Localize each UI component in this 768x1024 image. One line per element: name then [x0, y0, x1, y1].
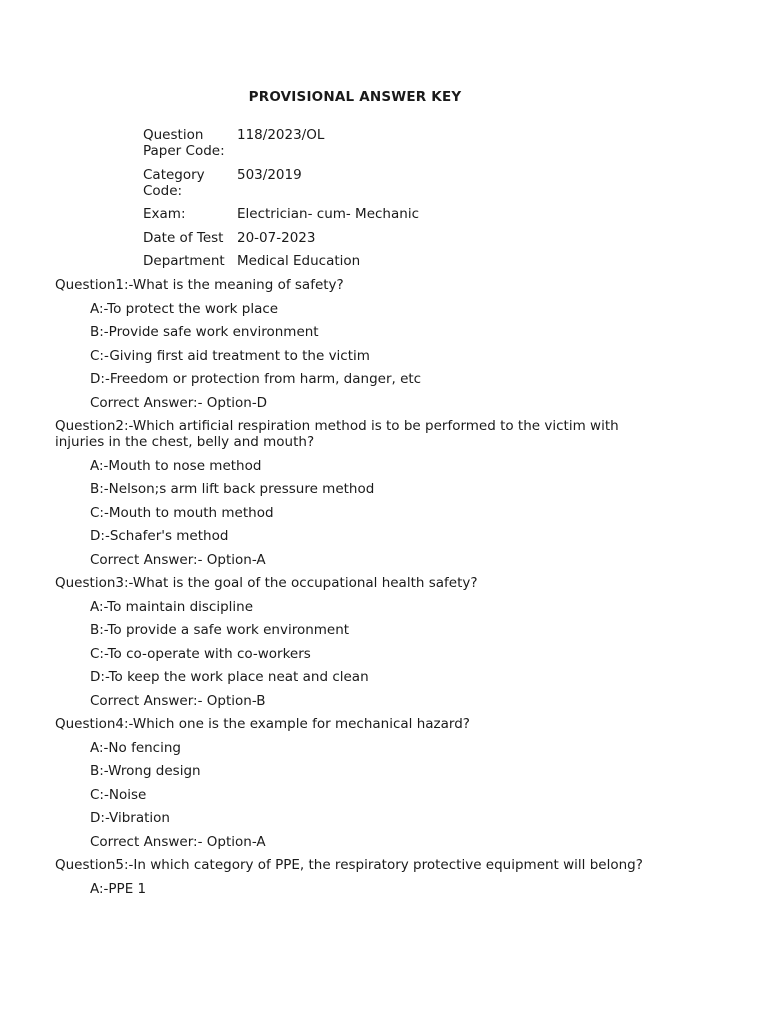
option-c: C:-To co-operate with co-workers — [90, 645, 311, 662]
question-text: Question3:-What is the goal of the occupational health safety? — [55, 575, 478, 591]
meta-label: Department — [143, 253, 225, 269]
correct-answer: Correct Answer:- Option-A — [90, 551, 266, 568]
correct-answer: Correct Answer:- Option-B — [90, 692, 266, 709]
question-item — [55, 418, 655, 568]
option-d: D:-To keep the work place neat and clean — [90, 669, 369, 685]
question-text: Question4:-Which one is the example for mechanical hazard? — [55, 716, 470, 732]
meta-value: 20-07-2023 — [237, 229, 316, 246]
option-a: A:-No fencing — [90, 739, 181, 756]
question-item — [55, 716, 655, 850]
option-b: B:-Nelson;s arm lift back pressure method — [90, 481, 375, 497]
meta-value: 118/2023/OL — [237, 127, 325, 143]
question-item — [55, 277, 655, 411]
meta-row-category-code — [143, 167, 419, 199]
option-a: A:-To maintain discipline — [90, 598, 254, 615]
meta-label: Exam: — [143, 206, 186, 222]
meta-label: Date of Test — [143, 229, 224, 246]
option-a: A:-Mouth to nose method — [90, 457, 262, 474]
option-c: C:-Giving first aid treatment to the victim — [90, 347, 370, 364]
meta-value: 503/2019 — [237, 166, 302, 183]
question-list — [55, 277, 655, 904]
question-text: Question2:-Which artificial respiration method is to be performed to the victim with injuries in the chest, belly and mouth? — [55, 418, 619, 450]
meta-value: Electrician- cum- Mechanic — [237, 206, 419, 222]
meta-row-department — [143, 253, 419, 269]
option-b: B:-Provide safe work environment — [90, 324, 319, 340]
option-a: A:-To protect the work place — [90, 300, 279, 317]
option-d: D:-Freedom or protection from harm, danger, etc — [90, 371, 422, 387]
option-b: B:-Wrong design — [90, 763, 201, 779]
correct-answer: Correct Answer:- Option-D — [90, 394, 268, 411]
meta-label: Category Code: — [143, 166, 205, 199]
option-c: C:-Noise — [90, 786, 147, 803]
question-item — [55, 857, 655, 897]
correct-answer: Correct Answer:- Option-A — [90, 833, 266, 850]
question-item — [55, 575, 655, 709]
question-text: Question5:-In which category of PPE, the respiratory protective equipment will belong? — [55, 857, 643, 873]
meta-label: Question Paper Code: — [143, 127, 225, 159]
meta-row-date-of-test — [143, 230, 419, 246]
meta-value: Medical Education — [237, 253, 361, 269]
page-title: PROVISIONAL ANSWER KEY — [248, 89, 462, 105]
question-text: Question1:-What is the meaning of safety? — [55, 277, 344, 293]
exam-details — [143, 127, 419, 277]
meta-row-question-paper-code — [143, 127, 419, 159]
option-b: B:-To provide a safe work environment — [90, 622, 350, 638]
option-d: D:-Schafer's method — [90, 528, 229, 544]
option-d: D:-Vibration — [90, 810, 170, 826]
option-a: A:-PPE 1 — [90, 880, 147, 897]
meta-row-exam — [143, 206, 419, 222]
option-c: C:-Mouth to mouth method — [90, 504, 274, 521]
